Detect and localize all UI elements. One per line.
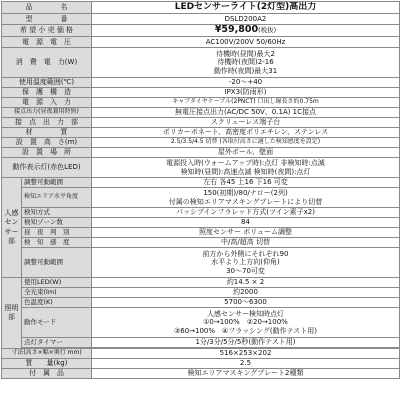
value-terminal: スクリューレス端子台 [92,118,400,128]
value-accessories: 検知エリアマスキングプレート2種類 [92,369,400,379]
label-temp: 使用温度範囲(℃) [2,78,92,88]
light-angle-line-3: 30～70可変 [226,266,265,275]
value-material: ポリカーボネート、高密度ポリエチレン、ステンレス [92,128,400,138]
label-timer: 点灯タイマー [22,338,92,348]
value-indicator [92,158,400,178]
label-sensor-group: 人感センサー部 [2,178,22,278]
value-sensor-range [92,188,400,208]
mode-line-1: 人感センサー検知時点灯 [207,310,284,319]
row-install [2,148,400,158]
row-sensor-sensitivity [2,238,400,248]
light-angle-line-2: 水平より上方向(仰角) [211,258,280,267]
row-dimensions [2,349,400,359]
value-sensor-zones: 84 [92,218,400,228]
value-power [92,48,400,78]
value-mode [92,308,400,338]
range-line-1: 150(初期)/80/ナロー(2列) [203,189,288,198]
row-product-name [2,2,400,14]
label-power: 消 費 電 力(W) [2,48,92,78]
range-line-2: 付属の検知エリアマスキングプレートにより切替 [168,197,323,206]
label-contact: 接点出力(昼夜兼用時無) [2,108,92,118]
row-model [2,14,400,25]
label-sensor-night: 昼 夜 判 別 [22,228,92,238]
light-angle-line-1: 前方から外側にそれぞれ90 [202,250,289,259]
label-flux: 全光束(lm) [22,288,92,298]
row-price [2,25,400,37]
row-sensor-angle [2,178,400,188]
value-sensor-sensitivity: 中/高/超高 切替 [92,238,400,248]
label-product-name: 品 名 [2,2,92,14]
value-sensor-angle: 左右 各45 上16 下16 可変 [92,178,400,188]
value-sensor-method: パッシブインフラレッド方式(ツイン素子x2) [92,208,400,218]
value-temp: -20～+40 [92,78,400,88]
label-weight: 質 量(kg) [2,359,92,369]
height-options: 2.5/3.5/4.5 切替 [170,138,218,146]
row-weight [2,359,400,369]
row-indicator [2,158,400,178]
label-cable: 電 源 入 力 [2,98,92,108]
row-mode [2,308,400,338]
label-install: 設 置 場 所 [2,148,92,158]
label-sensor-range: 検知エリア水平角度 [22,188,92,208]
cable-note: 口出し線長さ約0.75m [257,98,319,106]
power-line-3: 動作時(夜間)最大31 [213,66,278,75]
value-voltage: AC100V/200V 50/60Hz [92,37,400,48]
value-height [92,138,400,148]
label-sensor-zones: 検知ゾーン数 [22,218,92,228]
value-timer: 1分/3分/5分/5秒(動作テスト用) [92,338,400,348]
value-contact: 無電圧接点出力(AC/DC 50V、0.1A) 1C接点 [92,108,400,118]
value-light-angle [92,248,400,278]
label-model: 型 番 [2,14,92,25]
row-voltage [2,37,400,48]
row-timer [2,338,400,348]
cable-type: キャブタイヤケーブル(2PNCT) [172,98,256,106]
label-height: 設 置 高 さ(m) [2,138,92,148]
label-price: 希 望 小 売 価 格 [2,25,92,37]
label-accessories: 付 属 品 [2,369,92,379]
price-amount: ¥59,800 [214,24,259,36]
price-tax-note: (税抜) [258,26,277,35]
row-flux [2,288,400,298]
value-install: 屋外ポール、壁面 [92,148,400,158]
value-price [92,25,400,37]
label-sensor-method: 検知方式 [22,208,92,218]
power-line-1: 待機時(昼間)最大2 [216,50,275,59]
label-dimensions: 寸法(高さ×幅×奥行 mm) [2,349,92,359]
row-accessories [2,369,400,379]
label-color-temp: 色温度(K) [22,298,92,308]
value-color-temp: 5700～6300 [92,298,400,308]
indicator-line-1: 電源投入時(ウォームアップ時):点灯 非検知時:点滅 [166,159,325,168]
label-sensor-angle: 調整可動範囲 [22,178,92,188]
row-power [2,48,400,78]
row-sensor-range [2,188,400,208]
row-cable [2,98,400,108]
row-sensor-zones [2,218,400,228]
label-material: 材 質 [2,128,92,138]
label-led: 使用LED(W) [22,278,92,288]
value-product-name: LEDセンサーライト(2灯型)高出力 [92,2,400,14]
label-indicator: 動作表示灯(赤色LED) [2,158,92,178]
mode-line-2: ①0→100% ②20→100% [203,318,288,327]
value-flux: 約2000 [92,288,400,298]
row-contact [2,108,400,118]
row-protection [2,88,400,98]
value-cable [92,98,400,108]
row-led [2,278,400,288]
row-sensor-night [2,228,400,238]
value-protection: IPX3(防雨形) [92,88,400,98]
spec-table [1,1,400,379]
row-material [2,128,400,138]
label-mode: 動作モード [22,308,92,338]
row-terminal [2,118,400,128]
row-color-temp [2,298,400,308]
label-sensor-sensitivity: 検 知 感 度 [22,238,92,248]
value-sensor-night: 照度センサー ボリューム調整 [92,228,400,238]
mode-line-3: ③60→100% ④フラッシング(動作テスト用) [173,326,318,335]
value-model: DSLD200A2 [92,14,400,25]
row-sensor-method [2,208,400,218]
value-led: 約14.5 × 2 [92,278,400,288]
value-dimensions: 516×253×202 [92,349,400,359]
height-note: (各取付高さに適した検知感度を設定) [219,138,321,146]
value-weight: 2.5 [92,359,400,369]
label-light-angle: 調整可動範囲 [22,248,92,278]
label-light-group: 照明部 [2,278,22,349]
row-height [2,138,400,148]
label-voltage: 電 源 電 圧 [2,37,92,48]
power-line-2: 待機時(夜間)2-16 [217,58,274,67]
label-terminal: 接 点 出 力 部 [2,118,92,128]
label-protection: 保 護 構 造 [2,88,92,98]
indicator-line-2: 検知時(昼間):高速点滅 検知時(夜間):点灯 [180,167,311,176]
row-light-angle [2,248,400,278]
row-temp [2,78,400,88]
